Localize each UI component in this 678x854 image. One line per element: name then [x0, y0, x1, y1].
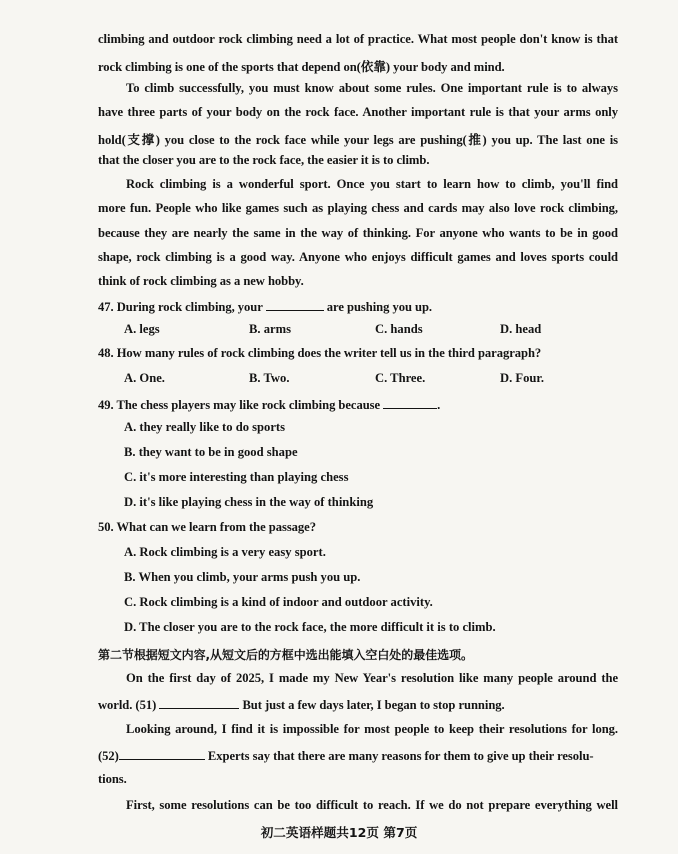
passage-line: hold(支撑) you close to the rock face while your legs are pushing(推) you up. The last one is — [98, 133, 618, 147]
option-b[interactable]: B. they want to be in good shape — [124, 445, 298, 459]
passage-text: But just a few days later, I began to stop running. — [242, 698, 505, 712]
blank-label: world. (51) — [98, 698, 157, 712]
section-title: 第二节根据短文内容,从短文后的方框中选出能填入空白处的最佳选项。 — [98, 648, 473, 662]
option-a[interactable]: A. Rock climbing is a very easy sport. — [124, 545, 326, 559]
option-b[interactable]: B. Two. — [249, 371, 290, 385]
passage-line: shape, rock climbing is a good way. Anyone who enjoys difficult games and loves sports could — [98, 250, 618, 264]
passage-line: First, some resolutions can be too difficult to reach. If we do not prepare everything well — [126, 798, 618, 812]
option-a[interactable]: A. One. — [124, 371, 165, 385]
question-48: 48. How many rules of rock climbing does the writer tell us in the third paragraph? — [98, 346, 542, 360]
option-c[interactable]: C. hands — [375, 322, 423, 336]
option-b[interactable]: B. When you climb, your arms push you up. — [124, 570, 361, 584]
answer-blank[interactable] — [266, 298, 324, 311]
question-50: 50. What can we learn from the passage? — [98, 520, 316, 534]
question-stem: are pushing you up. — [326, 300, 433, 314]
option-c[interactable]: C. Three. — [375, 371, 426, 385]
passage-line: On the first day of 2025, I made my New Year's resolution like many people around the — [126, 671, 618, 685]
passage-line: To climb successfully, you must know about some rules. One important rule is to always — [126, 81, 618, 95]
option-b[interactable]: B. arms — [249, 322, 291, 336]
passage-line: rock climbing is one of the sports that depend on(依靠) your body and mind. — [98, 60, 505, 74]
passage-line: climbing and outdoor rock climbing need a lot of practice. What most people don't know is that — [98, 32, 618, 46]
answer-blank[interactable] — [383, 396, 437, 409]
option-d[interactable]: D. it's like playing chess in the way of thinking — [124, 495, 374, 509]
passage-line — [98, 696, 505, 713]
option-c[interactable]: C. Rock climbing is a kind of indoor and outdoor activity. — [124, 595, 433, 609]
page-footer: 初二英语样题共12页 第7页 — [260, 825, 418, 840]
answer-blank-51[interactable] — [159, 696, 239, 709]
option-a[interactable]: A. legs — [124, 322, 160, 336]
passage-line: think of rock climbing as a new hobby. — [98, 274, 304, 288]
question-stem: 47. During rock climbing, your — [98, 300, 263, 314]
passage-text: Experts say that there are many reasons for them to give up their resolu- — [207, 749, 594, 763]
question-49 — [98, 396, 440, 413]
answer-blank-52[interactable] — [119, 747, 205, 760]
blank-label: (52) — [98, 749, 119, 763]
option-d[interactable]: D. The closer you are to the rock face, the more difficult it is to climb. — [124, 620, 496, 634]
passage-line: have three parts of your body on the rock face. Another important rule is that your arms only — [98, 105, 618, 119]
passage-line: Rock climbing is a wonderful sport. Once you start to learn how to climb, you'll find — [126, 177, 618, 191]
question-stem: 49. The chess players may like rock climbing because — [98, 398, 381, 412]
passage-line: Looking around, I find it is impossible for most people to keep their resolutions for long. — [126, 722, 618, 736]
passage-line: because they are nearly the same in the way of thinking. For anyone who wants to be in good — [98, 226, 618, 240]
question-stem: . — [437, 398, 441, 412]
passage-line — [98, 747, 618, 764]
passage-line: that the closer you are to the rock face, the easier it is to climb. — [98, 153, 430, 167]
passage-line: more fun. People who like games such as playing chess and cards may also love rock climbing, — [98, 201, 618, 215]
option-d[interactable]: D. head — [500, 322, 542, 336]
passage-line: tions. — [98, 772, 127, 786]
option-d[interactable]: D. Four. — [500, 371, 544, 385]
option-c[interactable]: C. it's more interesting than playing chess — [124, 470, 349, 484]
option-a[interactable]: A. they really like to do sports — [124, 420, 286, 434]
question-47 — [98, 298, 432, 315]
